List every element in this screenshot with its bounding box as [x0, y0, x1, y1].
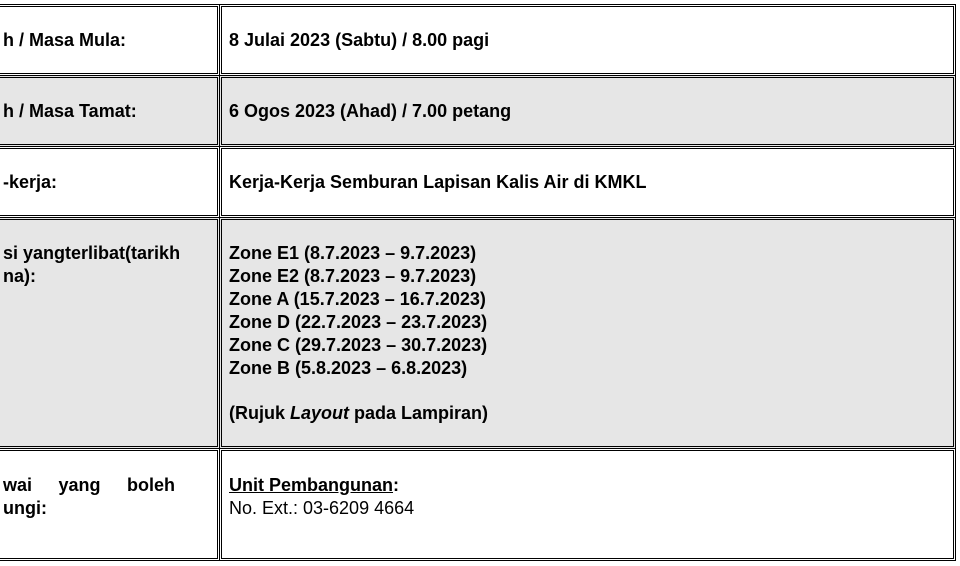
- zone-dates: (15.7.2023 – 16.7.2023): [293, 289, 486, 309]
- label-cell: [0, 146, 220, 218]
- note-italic: Layout: [290, 403, 350, 423]
- label-word: (tarikh: [125, 243, 181, 263]
- zone-dates: (5.8.2023 – 6.8.2023): [295, 358, 468, 378]
- label-locations-line2: na):: [3, 266, 36, 286]
- label-locations-line1: [3, 242, 181, 265]
- label-cell: [0, 217, 220, 449]
- value-cell: [219, 146, 956, 218]
- zone-line: [229, 288, 486, 311]
- label-word: terlibat: [65, 243, 126, 263]
- row-end-date: [0, 75, 960, 147]
- zone-line: [229, 357, 467, 380]
- value-end-datetime: 6 Ogos 2023 (Ahad) / 7.00 petang: [229, 101, 512, 121]
- zone-line: [229, 334, 487, 357]
- value-cell: [219, 448, 956, 561]
- zone-dates: (8.7.2023 – 9.7.2023): [304, 243, 477, 263]
- zone-name: Zone B: [229, 358, 290, 378]
- unit-name: Unit Pembangunan: [229, 475, 394, 495]
- zone-dates: (29.7.2023 – 30.7.2023): [295, 335, 488, 355]
- label-word: boleh: [127, 475, 175, 495]
- zone-line: [229, 265, 476, 288]
- label-end-datetime: h / Masa Tamat:: [3, 101, 137, 121]
- unit-colon: :: [393, 475, 400, 495]
- layout-note: [229, 402, 488, 425]
- label-cell: [0, 448, 220, 561]
- label-cell: [0, 4, 220, 76]
- row-locations: [0, 217, 960, 449]
- zone-dates: (8.7.2023 – 9.7.2023): [304, 266, 477, 286]
- zone-line: [229, 311, 487, 334]
- label-start-datetime: h / Masa Mula:: [3, 30, 127, 50]
- label-contact-line1: [3, 474, 175, 497]
- zone-name: Zone D: [229, 312, 290, 332]
- zone-line: [229, 242, 476, 265]
- label-word: si yang: [3, 243, 66, 263]
- value-cell: [219, 217, 956, 449]
- value-work: Kerja-Kerja Semburan Lapisan Kalis Air di KMKL: [229, 172, 647, 192]
- zone-name: Zone A: [229, 289, 289, 309]
- value-cell: [219, 75, 956, 147]
- row-work: [0, 146, 960, 218]
- zone-dates: (22.7.2023 – 23.7.2023): [295, 312, 488, 332]
- label-word: yang: [58, 475, 101, 495]
- zone-name: Zone E2: [229, 266, 300, 286]
- unit-heading: [229, 474, 399, 497]
- label-cell: [0, 75, 220, 147]
- zone-name: Zone C: [229, 335, 290, 355]
- row-start-date: [0, 4, 960, 76]
- zone-name: Zone E1: [229, 243, 300, 263]
- phone-extension: No. Ext.: 03-6209 4664: [229, 498, 415, 518]
- note-suffix: pada Lampiran): [349, 403, 489, 423]
- row-contact: [0, 448, 960, 561]
- value-cell: [219, 4, 956, 76]
- value-start-datetime: 8 Julai 2023 (Sabtu) / 8.00 pagi: [229, 30, 490, 50]
- label-work: -kerja:: [3, 172, 58, 192]
- label-contact-line2: ungi:: [3, 498, 47, 518]
- note-prefix: (Rujuk: [229, 403, 290, 423]
- label-word: wai: [3, 475, 33, 495]
